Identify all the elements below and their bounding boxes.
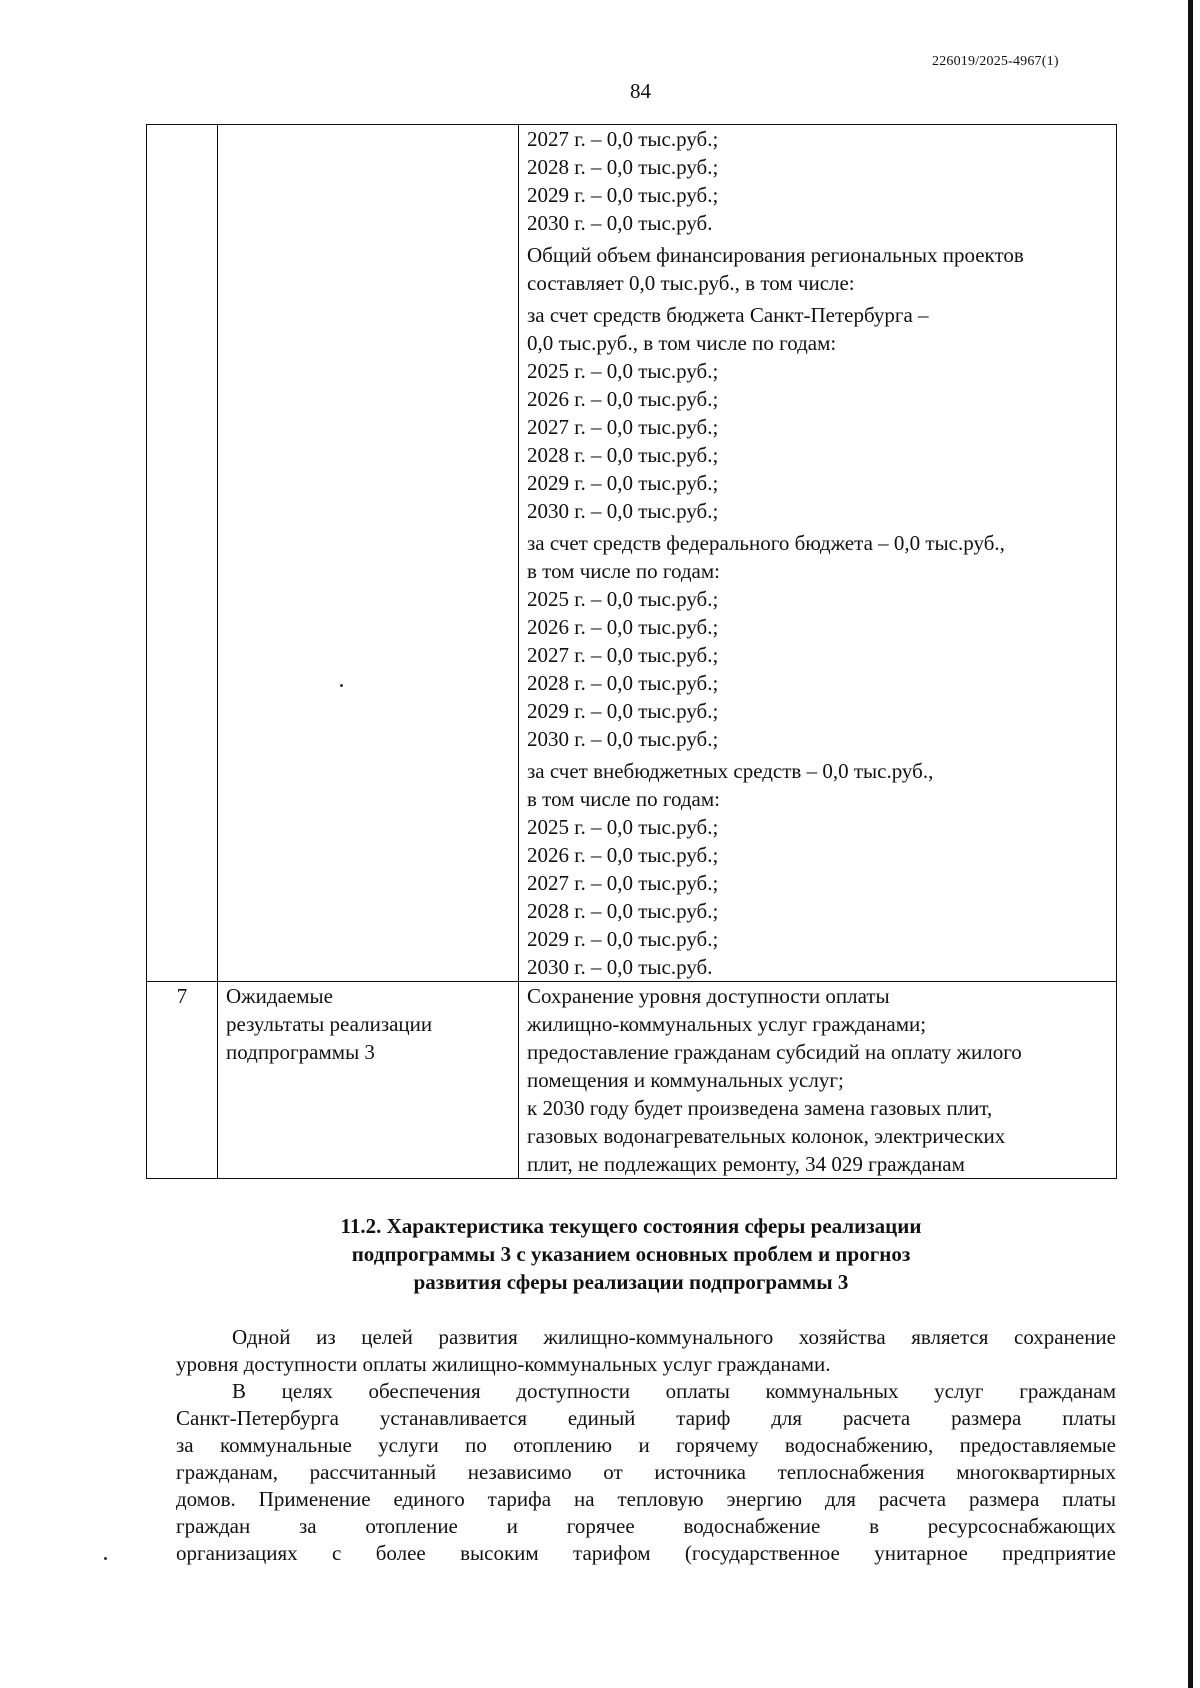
text-line: результаты реализации xyxy=(226,1012,433,1036)
text-line: 2025 г. – 0,0 тыс.руб.; xyxy=(527,587,719,611)
text-line: 2030 г. – 0,0 тыс.руб.; xyxy=(527,499,719,523)
spb-budget-block xyxy=(527,301,1108,525)
text-line: 2029 г. – 0,0 тыс.руб.; xyxy=(527,927,719,951)
extrabudgetary-block xyxy=(527,757,1108,981)
text-line: 2026 г. – 0,0 тыс.руб.; xyxy=(527,615,719,639)
row-label-cell xyxy=(218,125,519,982)
expected-results-cell xyxy=(519,982,1117,1179)
document-registration-number: 226019/2025-4967(1) xyxy=(932,54,1059,69)
scan-speck xyxy=(104,1557,107,1560)
text-line: 2030 г. – 0,0 тыс.руб. xyxy=(527,211,713,235)
text-line: гражданам, рассчитанный независимо от источника теплоснабжения многоквартирных xyxy=(176,1460,1116,1484)
text-line: 2028 г. – 0,0 тыс.руб.; xyxy=(527,899,719,923)
text-line: Общий объем финансирования региональных проектов xyxy=(527,243,1024,267)
text-line: в том числе по годам: xyxy=(527,787,720,811)
body-text xyxy=(176,1324,1116,1567)
text-line: 2028 г. – 0,0 тыс.руб.; xyxy=(527,155,719,179)
text-line: подпрограммы 3 xyxy=(226,1040,375,1064)
text-line: граждан за отопление и горячее водоснабжение в ресурсоснабжающих xyxy=(176,1514,1116,1538)
row-label-cell xyxy=(218,982,519,1179)
text-line: газовых водонагревательных колонок, электрических xyxy=(527,1124,1006,1148)
text-line: 2026 г. – 0,0 тыс.руб.; xyxy=(527,843,719,867)
text-line: Санкт-Петербурга устанавливается единый тариф для расчета размера платы xyxy=(176,1406,1116,1430)
text-line: Сохранение уровня доступности оплаты xyxy=(527,984,890,1008)
text-line: Одной из целей развития жилищно-коммунального хозяйства является сохранение xyxy=(232,1325,1116,1349)
page-number: 84 xyxy=(630,79,651,103)
text-line: 2029 г. – 0,0 тыс.руб.; xyxy=(527,471,719,495)
text-line: Ожидаемые xyxy=(226,984,333,1008)
text-line: 2026 г. – 0,0 тыс.руб.; xyxy=(527,387,719,411)
text-line: за счет средств федерального бюджета – 0,0 тыс.руб., xyxy=(527,531,1005,555)
text-line: организациях с более высоким тарифом (государственное унитарное предприятие xyxy=(176,1541,1116,1565)
paragraph-2 xyxy=(176,1378,1116,1567)
text-line: уровня доступности оплаты жилищно-коммунальных услуг гражданами. xyxy=(176,1352,831,1376)
scan-speck xyxy=(340,684,343,687)
row-number-cell xyxy=(147,125,218,982)
table-row-expected-results xyxy=(147,982,1117,1179)
regional-projects-total-block xyxy=(527,241,1108,297)
text-line: за счет внебюджетных средств – 0,0 тыс.руб., xyxy=(527,759,934,783)
text-line: 2027 г. – 0,0 тыс.руб.; xyxy=(527,643,719,667)
financing-content-cell xyxy=(519,125,1117,982)
row-number-cell: 7 xyxy=(147,982,218,1179)
text-line: к 2030 году будет произведена замена газовых плит, xyxy=(527,1096,993,1120)
text-line: составляет 0,0 тыс.руб., в том числе: xyxy=(527,271,855,295)
text-line: жилищно-коммунальных услуг гражданами; xyxy=(527,1012,927,1036)
text-line: 2025 г. – 0,0 тыс.руб.; xyxy=(527,359,719,383)
financing-years-block xyxy=(527,125,1108,237)
text-line: 2030 г. – 0,0 тыс.руб.; xyxy=(527,727,719,751)
text-line: 2027 г. – 0,0 тыс.руб.; xyxy=(527,127,719,151)
heading-line: развития сферы реализации подпрограммы 3 xyxy=(413,1270,849,1294)
heading-line: 11.2. Характеристика текущего состояния сферы реализации xyxy=(340,1214,922,1238)
text-line: 2029 г. – 0,0 тыс.руб.; xyxy=(527,183,719,207)
text-line: 2025 г. – 0,0 тыс.руб.; xyxy=(527,815,719,839)
text-line: 0,0 тыс.руб., в том числе по годам: xyxy=(527,331,837,355)
text-line: 2028 г. – 0,0 тыс.руб.; xyxy=(527,671,719,695)
text-line: домов. Применение единого тарифа на тепловую энергию для расчета размера платы xyxy=(176,1487,1116,1511)
section-heading xyxy=(146,1212,1116,1296)
text-line: плит, не подлежащих ремонту, 34 029 гражданам xyxy=(527,1152,965,1176)
paragraph-1 xyxy=(176,1324,1116,1378)
text-line: предоставление гражданам субсидий на оплату жилого xyxy=(527,1040,1022,1064)
text-line: 2027 г. – 0,0 тыс.руб.; xyxy=(527,415,719,439)
table-row-financing xyxy=(147,125,1117,982)
heading-line: подпрограммы 3 с указанием основных проблем и прогноз xyxy=(351,1242,911,1266)
text-line: В целях обеспечения доступности оплаты коммунальных услуг гражданам xyxy=(232,1379,1116,1403)
text-line: 2029 г. – 0,0 тыс.руб.; xyxy=(527,699,719,723)
federal-budget-block xyxy=(527,529,1108,753)
text-line: в том числе по годам: xyxy=(527,559,720,583)
text-line: за счет средств бюджета Санкт-Петербурга – xyxy=(527,303,929,327)
text-line: 2030 г. – 0,0 тыс.руб. xyxy=(527,955,713,979)
text-line: помещения и коммунальных услуг; xyxy=(527,1068,844,1092)
text-line: 2027 г. – 0,0 тыс.руб.; xyxy=(527,871,719,895)
text-line: за коммунальные услуги по отоплению и горячему водоснабжению, предоставляемые xyxy=(176,1433,1116,1457)
text-line: 2028 г. – 0,0 тыс.руб.; xyxy=(527,443,719,467)
subprogram-passport-table xyxy=(146,124,1117,1179)
